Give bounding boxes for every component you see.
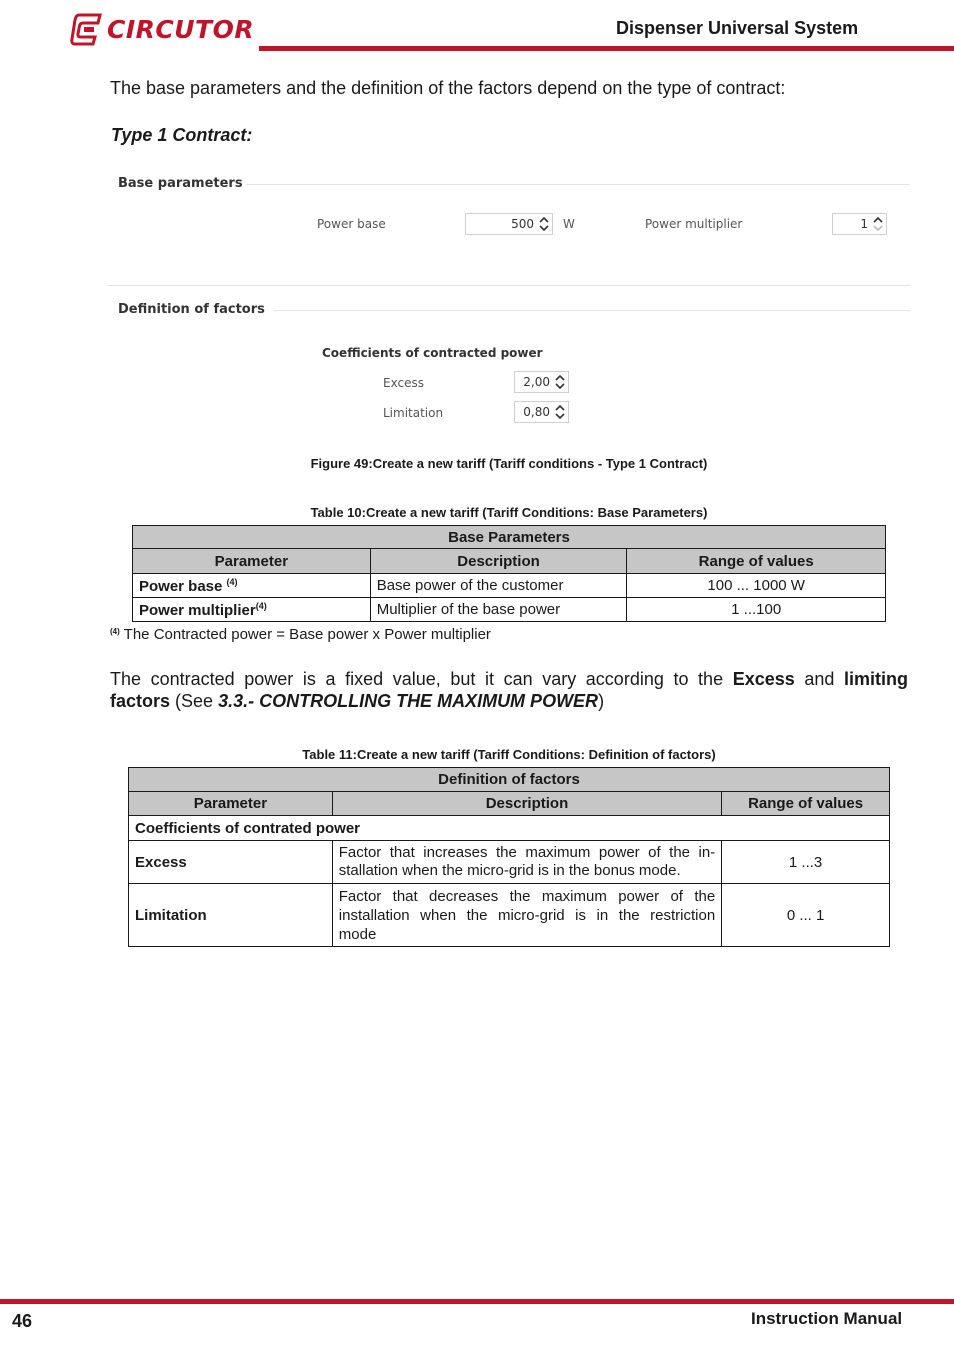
param-cell: Excess: [129, 841, 333, 884]
limitation-value: 0,80: [523, 405, 550, 419]
excess-spinner[interactable]: [514, 371, 569, 393]
text-run: and: [794, 669, 844, 689]
column-header: Parameter: [129, 792, 333, 816]
range-cell: 1 ...3: [722, 841, 890, 884]
logo-text: CIRCUTOR: [107, 14, 255, 44]
base-parameters-title: Base parameters: [118, 176, 243, 191]
description-line: mode: [338, 925, 377, 943]
description-cell: [332, 841, 721, 884]
spinner-arrows-icon[interactable]: [873, 216, 883, 232]
footnote: [110, 626, 491, 643]
excess-label: Excess: [383, 376, 424, 390]
intro-paragraph: The base parameters and the definition of the factors depend on the type of contract:: [110, 78, 786, 98]
column-header: Parameter: [133, 549, 371, 574]
text-bold: limiting: [843, 669, 908, 689]
text-bold: Excess: [732, 669, 795, 689]
range-cell: 1 ...100: [627, 598, 886, 622]
table-title: Base Parameters: [133, 526, 886, 549]
footnote-ref: (4): [226, 576, 238, 587]
footnote-mark: (4): [110, 627, 120, 636]
spinner-arrows-icon[interactable]: [539, 216, 549, 232]
description-line: stallation when the micro-grid is in the bonus mode.: [338, 862, 681, 879]
spinner-arrows-icon[interactable]: [555, 404, 565, 420]
footnote-text: The Contracted power = Base power x Power multiplier: [119, 626, 491, 643]
power-base-label: Power base: [317, 217, 386, 231]
footer-rule: [0, 1299, 954, 1304]
table-row: [129, 841, 890, 884]
section-divider: [246, 184, 910, 185]
text-run: ): [598, 691, 605, 711]
description-cell: [332, 884, 721, 947]
param-name: Power multiplier: [139, 601, 256, 619]
power-base-value: 500: [511, 217, 534, 231]
table-row: [133, 574, 886, 598]
description-line: Factor that decreases the maximum power of the: [338, 887, 716, 905]
column-header: Description: [370, 549, 627, 574]
coefficients-title: Coefficients of contracted power: [322, 346, 543, 360]
footnote-ref: (4): [255, 600, 267, 611]
range-cell: 100 ... 1000 W: [627, 574, 886, 598]
param-cell: [133, 574, 371, 598]
figure-caption: Figure 49:Create a new tariff (Tariff conditions - Type 1 Contract): [310, 456, 708, 471]
limitation-label: Limitation: [383, 406, 444, 420]
section-divider: [108, 285, 910, 286]
excess-value: 2,00: [523, 375, 550, 389]
text-bold: factors: [110, 691, 171, 711]
text-run: The contracted power is a fixed value, but it can vary according to the: [110, 669, 733, 689]
header-rule: [259, 46, 954, 51]
brand-logo: [70, 10, 254, 48]
footer-title: Instruction Manual: [751, 1309, 903, 1328]
definition-factors-title: Definition of factors: [118, 302, 265, 317]
spinner-arrows-icon[interactable]: [555, 374, 565, 390]
text-run: (See: [170, 691, 219, 711]
table10-caption: Table 10:Create a new tariff (Tariff Conditions: Base Parameters): [310, 505, 708, 520]
header-title: Dispenser Universal System: [616, 18, 859, 38]
power-multiplier-value: 1: [860, 217, 868, 231]
group-row: Coefficients of contrated power: [129, 816, 890, 841]
table-title: Definition of factors: [129, 768, 890, 792]
circutor-logo-icon: [70, 12, 104, 46]
tariff-screenshot: [108, 168, 910, 440]
description-line: installation when the micro-grid is in the restriction: [338, 906, 716, 924]
limitation-spinner[interactable]: [514, 401, 569, 423]
description-line: Factor that increases the maximum power of the in-: [338, 844, 716, 861]
description-cell: Multiplier of the base power: [370, 598, 627, 622]
column-header: Range of values: [627, 549, 886, 574]
table-row: [129, 884, 890, 947]
section-reference: 3.3.- CONTROLLING THE MAXIMUM POWER: [218, 691, 599, 711]
param-cell: Limitation: [129, 884, 333, 947]
definition-factors-table: [128, 767, 890, 947]
range-cell: 0 ... 1: [722, 884, 890, 947]
param-cell: [133, 598, 371, 622]
description-cell: Base power of the customer: [370, 574, 627, 598]
power-base-spinner[interactable]: [465, 213, 553, 235]
page-number: 46: [12, 1311, 33, 1331]
table11-caption: Table 11:Create a new tariff (Tariff Conditions: Definition of factors): [302, 747, 716, 762]
type-heading: Type 1 Contract:: [111, 125, 253, 145]
power-base-unit: W: [563, 217, 575, 231]
contracted-paragraph-line2: [110, 691, 604, 712]
section-divider: [274, 310, 910, 311]
param-name: Power base: [139, 577, 227, 595]
column-header: Range of values: [722, 792, 890, 816]
base-parameters-table: [132, 525, 886, 622]
power-multiplier-spinner[interactable]: [832, 213, 887, 235]
contracted-paragraph-line1: [110, 668, 908, 691]
column-header: Description: [332, 792, 721, 816]
power-multiplier-label: Power multiplier: [645, 217, 743, 231]
table-row: [133, 598, 886, 622]
